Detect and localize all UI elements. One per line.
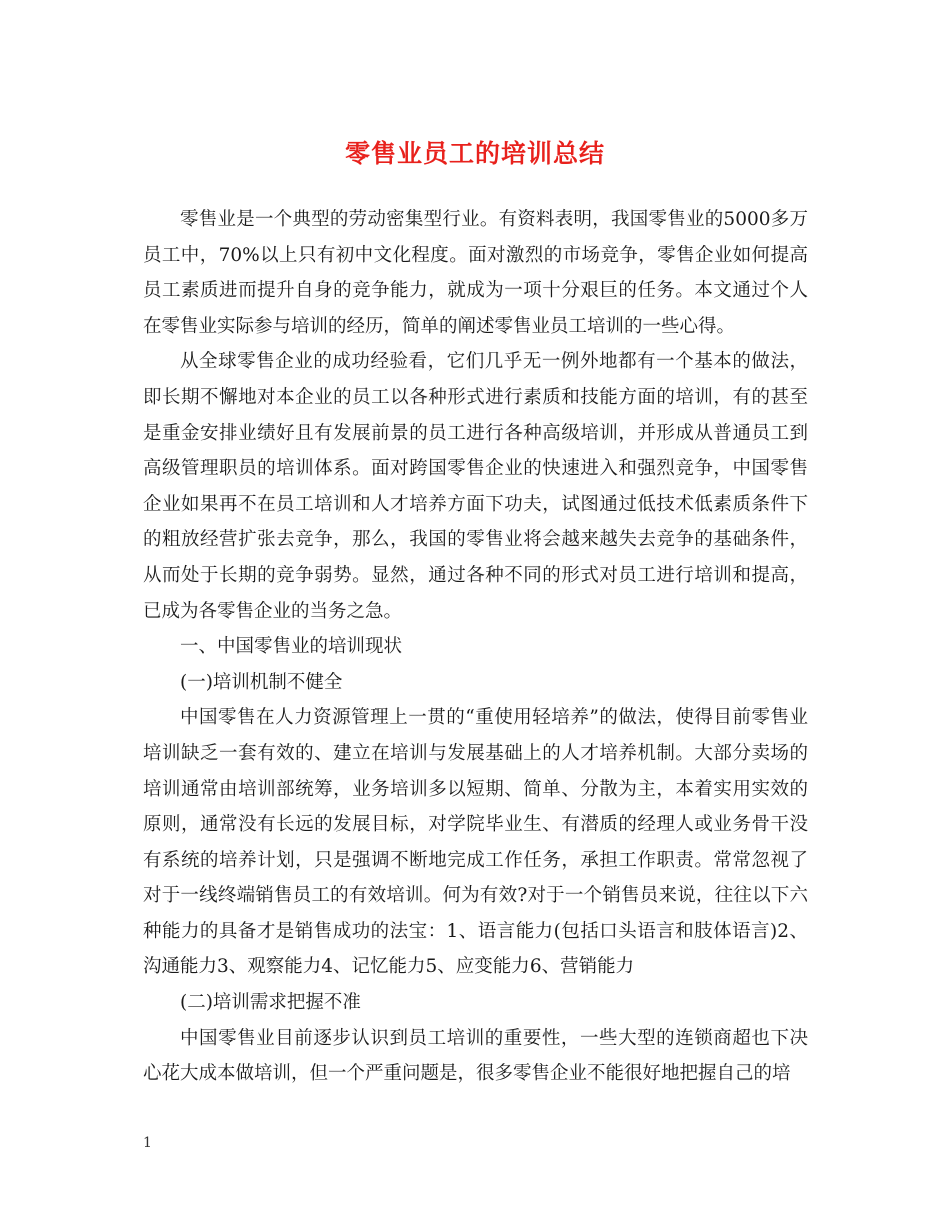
- section-heading-status: 一、中国零售业的培训现状: [180, 636, 403, 658]
- document-title: 零售业员工的培训总结: [344, 139, 605, 168]
- paragraph-intro: 零售业是一个典型的劳动密集型行业。有资料表明，我国零售业的5000多万员工中，70%以上只有初中文化程度。面对激烈的市场竞争，零售企业如何提高员工素质进而提升自身的竞争能力，就成为一项十分艰巨的任务。本文通过个人在零售业实际参与培训的经历，简单的阐述零售业员工培训的一些心得。: [143, 209, 808, 337]
- paragraph-global-experience: 从全球零售企业的成功经验看，它们几乎无一例外地都有一个基本的做法，即长期不懈地对本企业的员工以各种形式进行素质和技能方面的培训，有的甚至是重金安排业绩好且有发展前景的员工进行各种高级培训，并形成从普通员工到高级管理职员的培训体系。面对跨国零售企业的快速进入和强烈竞争，中国零售企业如果再不在员工培训和人才培养方面下功夫，试图通过低技术低素质条件下的粗放经营扩张去竞争，那么，我国的零售业将会越来越失去竞争的基础条件，从而处于长期的竞争弱势。显然，通过各种不同的形式对员工进行培训和提高，已成为各零售企业的当务之急。: [143, 351, 808, 622]
- paragraph-demand: 中国零售业目前逐步认识到员工培训的重要性，一些大型的连锁商超也下决心花大成本做培训，但一个严重问题是，很多零售企业不能很好地把握自己的培: [143, 1027, 808, 1085]
- subsection-heading-demand: (二)培训需求把握不准: [180, 992, 361, 1014]
- paragraph-mechanism: 中国零售在人力资源管理上一贯的“重使用轻培养”的做法，使得目前零售业培训缺乏一套有效的、建立在培训与发展基础上的人才培养机制。大部分卖场的培训通常由培训部统筹，业务培训多以短期、简单、分散为主，本着实用实效的原则，通常没有长远的发展目标，对学院毕业生、有潜质的经理人或业务骨干没有系统的培养计划，只是强调不断地完成工作任务，承担工作职责。常常忽视了对于一线终端销售员工的有效培训。何为有效?对于一个销售员来说，往往以下六种能力的具备才是销售成功的法宝：1、语言能力(包括口头语言和肢体语言)2、沟通能力3、观察能力4、记忆能力5、应变能力6、营销能力: [143, 707, 808, 978]
- document-body: [143, 202, 808, 1092]
- page-number: 1: [143, 1135, 152, 1151]
- subsection-heading-mechanism: (一)培训机制不健全: [180, 671, 343, 693]
